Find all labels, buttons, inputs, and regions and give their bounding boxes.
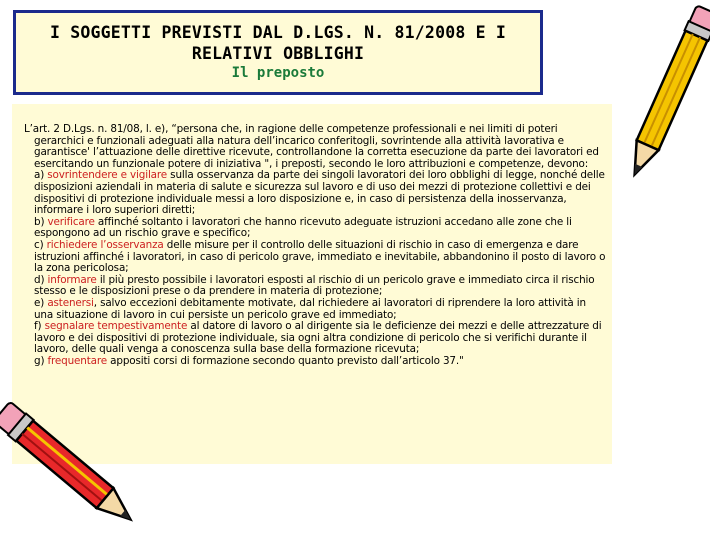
title-line-1: I SOGGETTI PREVISTI DAL D.LGS. N. 81/2008 E I — [49, 23, 507, 42]
obligation-item — [24, 298, 606, 321]
obligation-keyword: segnalare tempestivamente — [44, 320, 188, 333]
obligation-text: al datore di lavoro o al dirigente sia le deficienze dei mezzi e delle attrezzature di lavoro e dei dispositivi di protezione individuale, sia ogni altra condizione di pericolo che si verifichi durante il lavoro, delle quali venga a conoscenza sulla base della formazione ricevuta; — [34, 320, 602, 356]
obligation-keyword: informare — [47, 273, 97, 286]
subtitle: Il preposto — [231, 65, 325, 81]
obligation-letter: f) — [34, 320, 45, 333]
obligation-item — [24, 170, 606, 216]
obligation-item — [24, 217, 606, 240]
obligation-letter: b) — [34, 215, 48, 228]
obligation-letter: g) — [34, 354, 48, 367]
obligation-text: sulla osservanza da parte dei singoli lavoratori dei loro obblighi di legge, nonché delle disposizioni aziendali in materia di salute e sicurezza sul lavoro e di uso dei mezzi di protezione collettivi e dei dispositivi di protezione individuale messi a loro disposizione e, in caso di persistenza della inosservanza, informare i loro superiori diretti; — [34, 169, 605, 217]
obligation-keyword: sovrintendere e vigilare — [47, 169, 168, 182]
obligation-letter: e) — [34, 296, 48, 309]
obligation-keyword: frequentare — [47, 354, 107, 367]
title-box — [13, 10, 543, 95]
obligation-item — [24, 356, 606, 368]
obligation-keyword: verificare — [47, 215, 95, 228]
obligation-text: affinché soltanto i lavoratori che hanno ricevuto adeguate istruzioni accedano alle zone che li espongono ad un rischio grave e specifico; — [34, 215, 572, 240]
pencil-icon — [630, 0, 710, 190]
obligation-text: il più presto possibile i lavoratori esposti al rischio di un pericolo grave e immediato circa il rischio stesso e le disposizioni prese o da prendere in materia di protezione; — [34, 273, 595, 298]
obligation-item — [24, 240, 606, 275]
obligation-item — [24, 321, 606, 356]
obligation-letter: a) — [34, 169, 48, 182]
pencil-icon — [0, 400, 140, 535]
obligation-item — [24, 275, 606, 298]
obligation-text: , salvo eccezioni debitamente motivate, dal richiedere ai lavoratori di riprendere la loro attività in una situazione di lavoro in cui persiste un pericolo grave ed immediato; — [34, 296, 586, 321]
obligation-text: delle misure per il controllo delle situazioni di rischio in caso di emergenza e dare istruzioni affinché i lavoratori, in caso di pericolo grave, immediato e inevitabile, abbandonino il posto di lavoro o la zona pericolosa; — [34, 238, 606, 275]
obligation-keyword: richiedere l’osservanza — [46, 238, 164, 251]
obligation-letter: d) — [34, 273, 48, 286]
intro-paragraph: L’art. 2 D.Lgs. n. 81/08, l. e), “persona che, in ragione delle competenze professionali e nei limiti di poteri gerarchici e funzionali adeguati alla natura dell’incarico conferitogli, sovrintende alla attività lavorativa e garantisce' l’attuazione delle direttive ricevute, controllandone la corretta esecuzione da parte dei lavoratori ed esercitando un funzionale potere di iniziativa ", i preposti, secondo le loro attribuzioni e competenze, devono: — [24, 123, 599, 170]
title-line-2: RELATIVI OBBLIGHI — [191, 44, 365, 63]
obligations-list — [24, 170, 606, 367]
obligation-keyword: astenersi — [47, 296, 94, 309]
obligation-letter: c) — [34, 238, 47, 251]
obligation-text: appositi corsi di formazione secondo quanto previsto dall’articolo 37." — [107, 354, 464, 367]
